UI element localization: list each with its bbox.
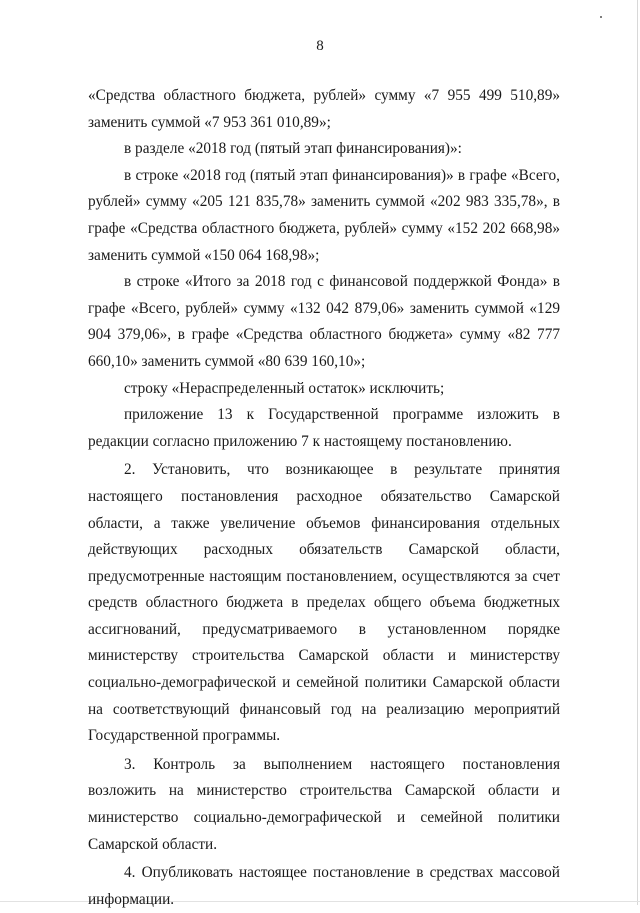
page-number: 8 [316, 38, 324, 54]
paragraph-5: строку «Нераспределенный остаток» исключить; [124, 379, 445, 397]
scan-speck [600, 16, 602, 18]
paragraph-9: 4. Опубликовать настоящее постановление в средствах массовой информации. [88, 864, 560, 908]
paragraph-8: 3. Контроль за выполнением настоящего постановления возложить на министерство строительства Самарской области и министерство социально-демографической и семейной политики Самарской области. [88, 755, 560, 853]
paragraph-4: в строке «Итого за 2018 год с финансовой поддержкой Фонда» в графе «Всего, рублей» сумму «132 042 879,06» заменить суммой «129 904 379,06», в графе «Средства областного бюджета» сумму «82 777 660,10» заменить суммой «80 639 160,10»; [88, 273, 560, 370]
paragraph-3: в строке «2018 год (пятый этап финансирования)» в графе «Всего, рублей» сумму «205 121 835,78» заменить суммой «202 983 335,78», в графе «Средства областного бюджета, рублей» сумму «152 202 668,98» заменить суммой «150 064 168,98»; [88, 166, 560, 264]
scan-edge-right [637, 0, 638, 905]
document-body [88, 83, 560, 913]
paragraph-7: 2. Установить, что возникающее в результате принятия настоящего постановления расходное обязательство Самарской области, а также увеличение объемов финансирования отдельных действующих расходных обязательств Самарской области, предусмотренные настоящим постановлением, осуществляются за счет средств областного бюджета в пределах общего объема бюджетных ассигнований, предусматриваемого в установленном порядке министерству строительства Самарской области и министерству социально-демографической и семейной политики Самарской области на соответствующий финансовый год на реализацию мероприятий Государственной программы. [88, 461, 560, 745]
paragraph-2: в разделе «2018 год (пятый этап финансирования)»: [124, 140, 462, 158]
paragraph-6: приложение 13 к Государственной программе изложить в редакции согласно приложению 7 к настоящему постановлению. [88, 406, 560, 450]
paragraph-1: «Средства областного бюджета, рублей» сумму «7 955 499 510,89» заменить суммой «7 953 361 010,89»; [88, 87, 560, 131]
